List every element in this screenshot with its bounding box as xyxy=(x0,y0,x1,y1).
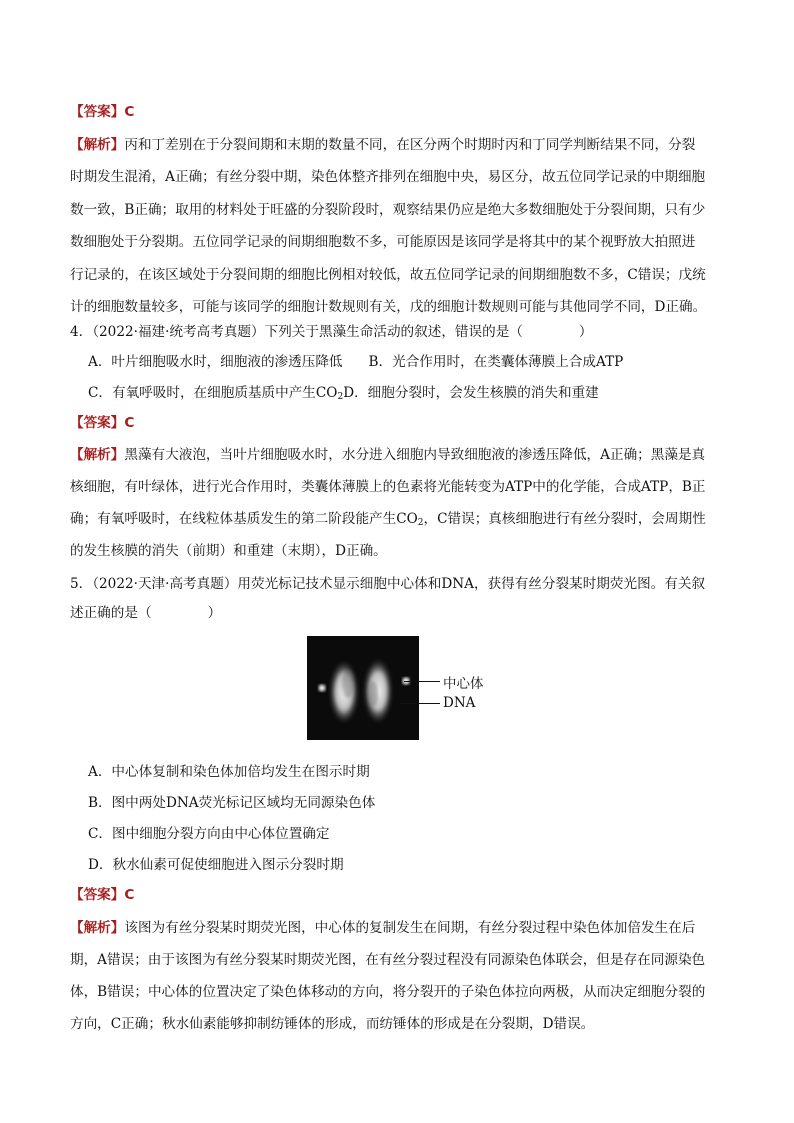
q3-analysis-line: 行记录的，在该区域处于分裂间期的细胞比例相对较低，故五位同学记录的间期细胞数不多，C错误；戊统 xyxy=(70,267,706,283)
answer-value: C xyxy=(124,887,135,903)
dna-leader-line xyxy=(400,703,440,704)
q4-analysis-line: 的发生核膜的消失（前期）和重建（末期），D正确。 xyxy=(70,543,387,559)
dna-region-right xyxy=(363,658,393,724)
q5-option-d: D．秋水仙素可促使细胞进入图示分裂时期 xyxy=(88,857,344,873)
answer-tag: 【答案】 xyxy=(70,415,125,431)
fluorescence-image xyxy=(307,636,419,740)
q3-analysis-line xyxy=(70,136,695,154)
q3-answer-line xyxy=(70,103,134,121)
q4-options-cd xyxy=(88,384,599,406)
q5-analysis-line: 期，A错误；由于该图为有丝分裂某时期荧光图，在有丝分裂过程没有同源染色体联会，但是存在同源染色 xyxy=(70,952,706,968)
q5-analysis-line: 【解析】该图为有丝分裂某时期荧光图，中心体的复制发生在间期，有丝分裂过程中染色体加倍发生在后 xyxy=(70,920,696,936)
q5-stem: 5．（2022·天津·高考真题）用荧光标记技术显示细胞中心体和DNA，获得有丝分裂某时期荧光图。有关叙 xyxy=(70,576,706,592)
q4-option-d: D．细胞分裂时，会发生核膜的消失和重建 xyxy=(343,385,599,401)
analysis-tag: 【解析】 xyxy=(70,137,125,153)
analysis-tag: 【解析】 xyxy=(70,920,125,936)
answer-tag: 【答案】 xyxy=(70,104,125,120)
q4-analysis-line: 确；有氧呼吸时，在线粒体基质发生的第二阶段能产生$CO_2$，C错误；真核细胞进行有丝分裂时，会周期性 xyxy=(70,511,706,528)
q5-stem: 述正确的是（ ） xyxy=(70,605,222,621)
analysis-tag: 【解析】 xyxy=(70,447,125,463)
centrosome-label: 中心体 xyxy=(443,676,484,692)
q5-option-b: B．图中两处DNA荧光标记区域均无同源染色体 xyxy=(88,795,376,811)
q3-analysis-line: 时期发生混淆，A正确；有丝分裂中期，染色体整齐排列在细胞中央，易区分，故五位同学记录的中期细胞 xyxy=(70,169,706,185)
q3-analysis-line: 数细胞处于分裂期。五位同学记录的间期细胞数不多，可能原因是该同学是将其中的某个视野放大拍照进 xyxy=(70,234,696,250)
q4-option-a: A．叶片细胞吸水时，细胞液的渗透压降低 xyxy=(88,354,343,370)
q5-option-a: A．中心体复制和染色体加倍均发生在图示时期 xyxy=(88,764,370,780)
q4-stem: 4．（2022·福建·统考高考真题）下列关于黑藻生命活动的叙述，错误的是（ ） xyxy=(70,324,593,340)
q5-answer-line xyxy=(70,886,134,904)
q4-option-c: C．有氧呼吸时，在细胞质基质中产生$CO_2$ xyxy=(88,385,344,402)
dna-label: DNA xyxy=(443,695,476,711)
q4-analysis-line: 核细胞，有叶绿体，进行光合作用时，类囊体薄膜上的色素将光能转变为ATP中的化学能，合成ATP，B正 xyxy=(70,479,706,495)
q5-option-c: C．图中细胞分裂方向由中心体位置确定 xyxy=(88,826,330,842)
centrosome-leader-line xyxy=(404,681,440,682)
fluorescence-figure xyxy=(307,636,419,740)
q5-analysis-line: 方向，C正确；秋水仙素能够抑制纺锤体的形成，而纺锤体的形成是在分裂期，D错误。 xyxy=(70,1016,595,1032)
answer-value: C xyxy=(124,104,135,120)
q4-analysis-line: 【解析】黑藻有大液泡，当叶片细胞吸水时，水分进入细胞内导致细胞液的渗透压降低，A正确；黑藻是真 xyxy=(70,447,706,463)
q3-analysis-line: 计的细胞数量较多，可能与该同学的细胞计数规则有关，戊的细胞计数规则可能与其他同学不同，D正确。 xyxy=(70,299,707,315)
answer-tag: 【答案】 xyxy=(70,887,125,903)
q4-answer-line xyxy=(70,414,134,432)
q4-options-ab xyxy=(88,353,623,371)
q3-analysis-line: 数一致，B正确；取用的材料处于旺盛的分裂阶段时，观察结果仍应是绝大多数细胞处于分裂间期，只有少 xyxy=(70,202,706,218)
answer-value: C xyxy=(124,415,135,431)
q5-analysis-line: 体，B错误；中心体的位置决定了染色体移动的方向，将分裂开的子染色体拉向两极，从而决定细胞分裂的 xyxy=(70,984,706,1000)
centrosome-left xyxy=(319,685,326,692)
q4-option-b: B．光合作用时，在类囊体薄膜上合成ATP xyxy=(368,354,624,370)
analysis-text: 丙和丁差别在于分裂间期和末期的数量不同，在区分两个时期时丙和丁同学判断结果不同，分裂 xyxy=(124,137,696,153)
